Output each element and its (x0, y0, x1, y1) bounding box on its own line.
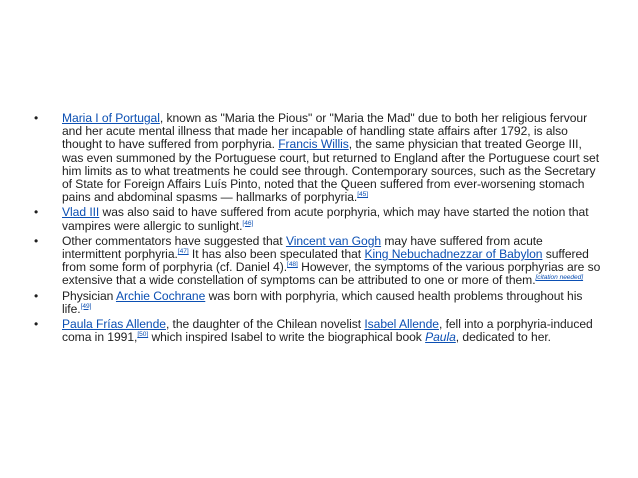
article-link[interactable]: Maria I of Portugal (62, 111, 160, 125)
bullet-text: may have suffered from acute intermittent porphyria. (62, 233, 543, 262)
citation-ref (81, 303, 92, 310)
bullet-dot-icon: • (34, 111, 39, 125)
citation-ref (287, 261, 298, 268)
article-link[interactable]: Isabel Allende (364, 317, 439, 332)
bullet-text: However, the symptoms of the various porphyrias are so extensive that a wide constellation of symptoms can be attributed to one or more of them. (62, 260, 601, 288)
citation-ref (137, 331, 148, 338)
list-item (32, 318, 604, 344)
citation-ref (242, 220, 253, 227)
list-item (32, 112, 604, 204)
bullet-dot-icon: • (34, 317, 39, 332)
bullet-list (32, 112, 604, 346)
citation-ref (357, 191, 368, 198)
bullet-text: , the daughter of the Chilean novelist (165, 317, 365, 332)
bullet-dot-icon: • (34, 233, 39, 248)
citation-needed (536, 274, 584, 281)
article-link[interactable]: Archie Cochrane (115, 288, 206, 303)
citation-link[interactable]: [46] (242, 219, 254, 227)
bullet-text: It has also been speculated that (188, 247, 365, 262)
bullet-dot-icon: • (34, 205, 39, 220)
citation-link[interactable]: [50] (137, 331, 149, 339)
citation-link[interactable]: [45] (357, 191, 368, 199)
bullet-text: was born with porphyria, which caused health problems throughout his life. (62, 288, 583, 316)
list-item (32, 290, 604, 316)
article-link[interactable]: King Nebuchadnezzar of Babylon (364, 247, 543, 262)
bullet-text: , known as "Maria the Pious" or "Maria the Mad" due to both her religious fervour and her acute mental illness that made her incapable of handling state affairs after 1792, is also thought to have suffered from porphyria. (62, 111, 588, 152)
citation-link[interactable]: [48] (287, 261, 298, 269)
bullet-text: , fell into a porphyria-induced coma in 1991, (62, 317, 593, 345)
citation-link[interactable]: [47] (177, 248, 189, 256)
bullet-text: was also said to have suffered from acute porphyria, which may have started the notion that vampires were allergic to sunlight. (62, 205, 589, 233)
article-link[interactable]: Vlad III (62, 205, 100, 220)
citation-link[interactable]: [citation needed] (535, 274, 584, 282)
bullet-text: Physician (62, 288, 116, 303)
bullet-text: which inspired Isabel to write the biographical book (148, 330, 426, 345)
bullet-text: Other commentators have suggested that (62, 233, 286, 248)
citation-ref (178, 248, 189, 255)
list-item (32, 235, 604, 288)
article-link[interactable]: Francis Willis (278, 137, 349, 152)
article-link[interactable]: Paula (425, 330, 456, 345)
bullet-text: suffered from some form of porphyria (cf. Daniel 4). (62, 247, 589, 275)
article-link[interactable]: Paula Frías Allende (62, 317, 166, 332)
bullet-text: , dedicated to her. (455, 330, 551, 345)
list-item (32, 206, 604, 232)
article-link[interactable]: Vincent van Gogh (285, 233, 382, 248)
bullet-text: , the same physician that treated George III, was even summoned by the Portuguese court, but returned to England after the Portuguese court set him limits as to what treatments he could see through. Contemporary sources, such as the Secretary of State for Foreign Affairs Luís Pinto, noted that the Queen suffered from ever-worsening stomach pains and abdominal spasms — hallmarks of porphyria. (62, 137, 600, 205)
citation-link[interactable]: [49] (80, 302, 92, 310)
bullet-dot-icon: • (34, 288, 39, 303)
